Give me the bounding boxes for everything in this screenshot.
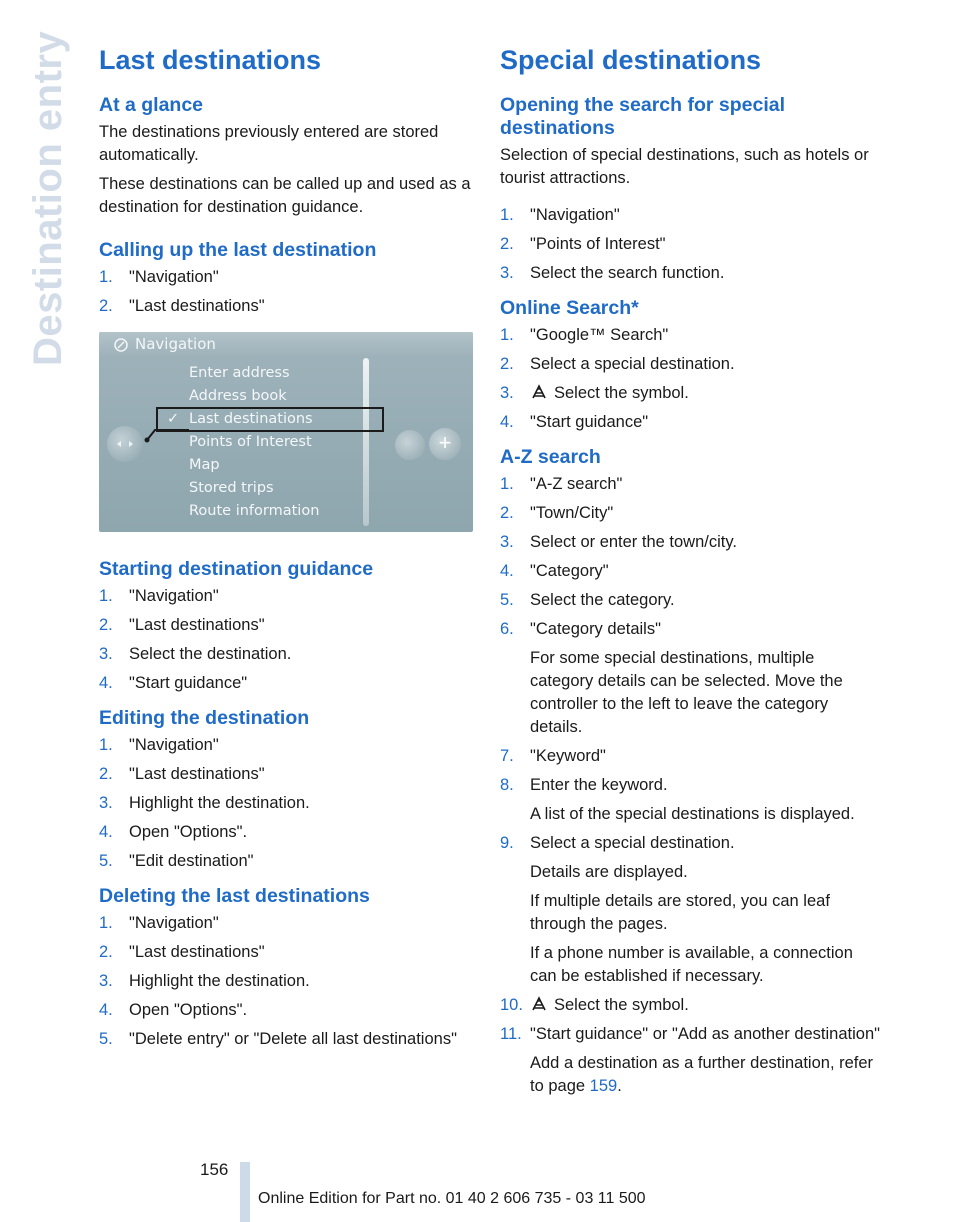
step-number: 11. xyxy=(500,1025,522,1043)
list-item xyxy=(500,994,880,1017)
list-item xyxy=(99,941,475,964)
step-number: 1. xyxy=(99,268,113,286)
menu-item: Address book xyxy=(189,388,287,404)
step-number: 4. xyxy=(99,1001,113,1019)
step-number: 2. xyxy=(99,943,113,961)
list-item xyxy=(99,850,475,873)
list-item xyxy=(500,589,880,612)
list-item xyxy=(99,643,475,666)
list-item xyxy=(99,585,475,608)
step-text: "Google™ Search" xyxy=(530,326,669,344)
title-special-destinations: Special destinations xyxy=(500,45,762,75)
step-number: 4. xyxy=(500,413,514,431)
step-text: "Last destinations" xyxy=(129,297,265,315)
step-text: Open "Options". xyxy=(129,1001,248,1019)
controller-knob-left xyxy=(107,426,143,462)
step-text: "Navigation" xyxy=(129,736,219,754)
steps-az xyxy=(500,473,880,1098)
step-number: 3. xyxy=(500,264,514,282)
menu-item: Map xyxy=(189,457,220,473)
step-text: "Last destinations" xyxy=(129,616,265,634)
list-item xyxy=(500,324,880,347)
step-text: "A-Z search" xyxy=(530,475,623,493)
step-text: "Keyword" xyxy=(530,747,606,765)
steps-starting xyxy=(99,585,475,695)
left-column xyxy=(99,40,475,1057)
heading-online-search: Online Search* xyxy=(500,297,639,319)
list-item xyxy=(99,614,475,637)
step-text: "Start guidance" or "Add as another destination" xyxy=(530,1025,880,1043)
step-note: Details are displayed. xyxy=(530,863,688,881)
list-item xyxy=(99,295,475,318)
list-item xyxy=(500,774,880,826)
step-text: "Navigation" xyxy=(129,587,219,605)
list-item xyxy=(500,531,880,554)
step-number: 1. xyxy=(500,326,514,344)
step-number: 1. xyxy=(99,914,113,932)
step-text: Enter the keyword. xyxy=(530,776,668,794)
paragraph-stored-automatically: The destinations previously entered are stored automatically. xyxy=(99,123,439,164)
step-text: "Navigation" xyxy=(530,206,620,224)
step-number: 7. xyxy=(500,747,514,765)
step-number: 5. xyxy=(99,1030,113,1048)
step-number: 1. xyxy=(99,587,113,605)
step-number: 3. xyxy=(99,794,113,812)
steps-deleting xyxy=(99,912,475,1051)
list-item xyxy=(500,618,880,739)
step-number: 5. xyxy=(99,852,113,870)
step-note-text: Add a destination as a further destination, refer to page xyxy=(530,1054,874,1095)
title-last-destinations: Last destinations xyxy=(99,45,322,75)
guidance-flag-icon xyxy=(530,996,548,1012)
list-item xyxy=(99,763,475,786)
heading-opening-search: Opening the search for special destinations xyxy=(500,94,785,139)
menu-item-selected xyxy=(157,408,383,431)
heading-calling-up: Calling up the last destination xyxy=(99,239,377,261)
navigation-icon xyxy=(113,337,129,353)
step-note: If multiple details are stored, you can leaf through the pages. xyxy=(530,892,830,933)
list-item xyxy=(99,266,475,289)
list-item xyxy=(99,821,475,844)
menu-item: Points of Interest xyxy=(189,434,312,450)
list-item xyxy=(99,672,475,695)
step-text: "Start guidance" xyxy=(530,413,649,431)
step-text: Select a special destination. xyxy=(530,834,735,852)
step-number: 3. xyxy=(99,645,113,663)
step-text: "Start guidance" xyxy=(129,674,248,692)
navigation-screen-image xyxy=(99,332,473,532)
heading-deleting: Deleting the last destinations xyxy=(99,885,370,907)
page-number: 156 xyxy=(200,1160,229,1179)
list-item xyxy=(99,1028,475,1051)
list-item xyxy=(500,233,880,256)
step-number: 1. xyxy=(500,206,514,224)
step-note xyxy=(530,1052,880,1098)
step-text: "Navigation" xyxy=(129,914,219,932)
step-text: Select the symbol. xyxy=(554,996,689,1014)
step-number: 1. xyxy=(500,475,514,493)
step-text: Select a special destination. xyxy=(530,355,735,373)
list-item xyxy=(500,560,880,583)
steps-editing xyxy=(99,734,475,873)
step-text: "Navigation" xyxy=(129,268,219,286)
step-note-end: . xyxy=(617,1077,622,1095)
heading-editing: Editing the destination xyxy=(99,707,310,729)
steps-online xyxy=(500,324,880,434)
step-number: 3. xyxy=(500,384,514,402)
check-icon: ✓ xyxy=(167,411,180,427)
list-item xyxy=(500,502,880,525)
plus-icon: + xyxy=(429,428,461,460)
step-text: "Edit destination" xyxy=(129,852,254,870)
menu-item: Stored trips xyxy=(189,480,274,496)
step-text: "Category" xyxy=(530,562,609,580)
step-number: 8. xyxy=(500,776,514,794)
step-text: "Category details" xyxy=(530,620,661,638)
heading-at-a-glance: At a glance xyxy=(99,94,204,116)
step-text: Select the symbol. xyxy=(554,384,689,402)
step-number: 4. xyxy=(99,823,113,841)
step-text: "Town/City" xyxy=(530,504,614,522)
heading-az-search: A-Z search xyxy=(500,446,601,468)
heading-starting-guidance: Starting destination guidance xyxy=(99,558,374,580)
step-number: 2. xyxy=(99,297,113,315)
list-item xyxy=(99,999,475,1022)
step-number: 6. xyxy=(500,620,514,638)
step-text: Highlight the destination. xyxy=(129,794,310,812)
paragraph-called-up: These destinations can be called up and used as a destination for destination guidance. xyxy=(99,175,471,216)
list-item xyxy=(500,382,880,405)
step-text: "Delete entry" or "Delete all last destinations" xyxy=(129,1030,457,1048)
step-number: 2. xyxy=(99,765,113,783)
screen-title: Navigation xyxy=(135,335,216,353)
step-note: For some special destinations, multiple category details can be selected. Move the controller to the left to leave the category details. xyxy=(530,649,843,736)
side-section-title-text: Destination entry xyxy=(26,30,70,366)
menu-item: Enter address xyxy=(189,365,290,381)
paragraph-selection: Selection of special destinations, such as hotels or tourist attractions. xyxy=(500,146,869,187)
steps-calling-up xyxy=(99,266,475,318)
step-text: Select or enter the town/city. xyxy=(530,533,737,551)
list-item xyxy=(500,473,880,496)
list-item xyxy=(500,745,880,768)
step-number: 10. xyxy=(500,996,523,1014)
list-item xyxy=(99,734,475,757)
list-item xyxy=(99,792,475,815)
guidance-flag-icon xyxy=(530,384,548,400)
footer-bar xyxy=(240,1162,250,1222)
menu-item: Route information xyxy=(189,503,320,519)
step-number: 3. xyxy=(99,972,113,990)
step-text: Open "Options". xyxy=(129,823,248,841)
step-number: 2. xyxy=(500,355,514,373)
step-text: Highlight the destination. xyxy=(129,972,310,990)
arrows-left-right-icon xyxy=(107,426,143,462)
list-item xyxy=(500,1023,880,1098)
footer-edition-text: Online Edition for Part no. 01 40 2 606 735 - 03 11 500 xyxy=(258,1190,646,1207)
step-number: 2. xyxy=(500,504,514,522)
list-item xyxy=(99,912,475,935)
list-item xyxy=(500,204,880,227)
step-note: If a phone number is available, a connection can be established if necessary. xyxy=(530,944,853,985)
right-column xyxy=(500,40,880,1104)
menu-item-label: Last destinations xyxy=(189,411,313,427)
step-number: 2. xyxy=(500,235,514,253)
screen-menu xyxy=(167,362,449,523)
step-number: 3. xyxy=(500,533,514,551)
step-text: Select the category. xyxy=(530,591,675,609)
step-text: "Points of Interest" xyxy=(530,235,666,253)
step-number: 5. xyxy=(500,591,514,609)
steps-opening xyxy=(500,204,880,285)
step-number: 4. xyxy=(500,562,514,580)
page-reference-link[interactable]: 159 xyxy=(589,1077,618,1095)
step-number: 9. xyxy=(500,834,514,852)
list-item xyxy=(500,832,880,988)
step-text: "Last destinations" xyxy=(129,943,265,961)
step-note: A list of the special destinations is displayed. xyxy=(530,805,855,823)
step-text: Select the destination. xyxy=(129,645,292,663)
step-text: "Last destinations" xyxy=(129,765,265,783)
list-item xyxy=(500,353,880,376)
list-item xyxy=(500,411,880,434)
list-item xyxy=(500,262,880,285)
step-number: 2. xyxy=(99,616,113,634)
step-number: 4. xyxy=(99,674,113,692)
step-text: Select the search function. xyxy=(530,264,725,282)
step-number: 1. xyxy=(99,736,113,754)
list-item xyxy=(99,970,475,993)
side-section-title xyxy=(24,30,72,366)
